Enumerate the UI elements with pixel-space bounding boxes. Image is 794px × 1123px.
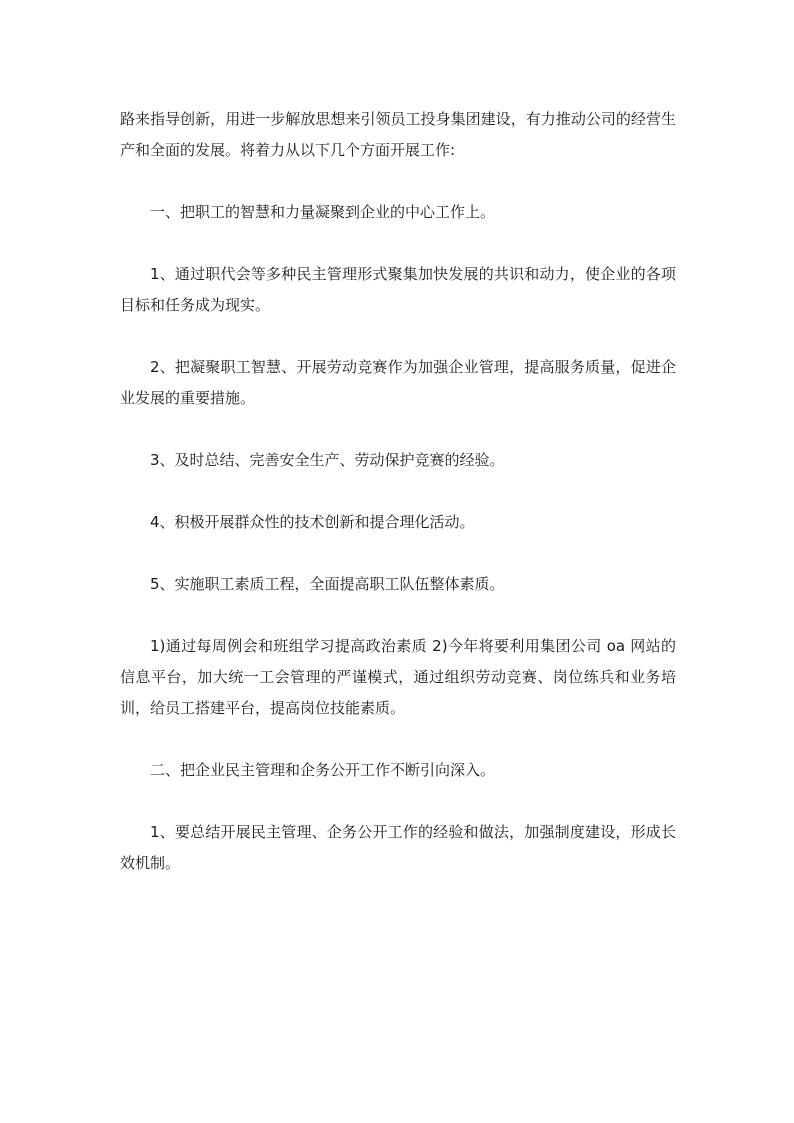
paragraph-section-two-item-1: 1、要总结开展民主管理、企务公开工作的经验和做法，加强制度建设，形成长效机制。 — [120, 823, 676, 872]
heading-section-two: 二、把企业民主管理和企务公开工作不断引向深入。 — [150, 761, 496, 779]
paragraph-subitems: 1)通过每周例会和班组学习提高政治素质 2)今年将要利用集团公司 oa 网站的信息平台，加大统一工会管理的严谨模式，通过组织劳动竞赛、岗位练兵和业务培训，给员工搭建平台，提高岗位技能素质。 — [120, 637, 676, 717]
paragraph-intro: 路来指导创新，用进一步解放思想来引领员工投身集团建设，有力推动公司的经营生产和全面的发展。将着力从以下几个方面开展工作: — [120, 110, 676, 159]
paragraph-item-4: 4、积极开展群众性的技术创新和提合理化活动。 — [150, 513, 475, 531]
paragraph-item-3: 3、及时总结、完善安全生产、劳动保护竞赛的经验。 — [150, 451, 505, 469]
paragraph-item-2: 2、把凝聚职工智慧、开展劳动竞赛作为加强企业管理，提高服务质量，促进企业发展的重要措施。 — [120, 358, 676, 407]
heading-section-one: 一、把职工的智慧和力量凝聚到企业的中心工作上。 — [150, 203, 496, 221]
document-body — [120, 104, 676, 910]
paragraph-item-1: 1、通过职代会等多种民主管理形式聚集加快发展的共识和动力，使企业的各项目标和任务成为现实。 — [120, 265, 676, 314]
paragraph-item-5: 5、实施职工素质工程，全面提高职工队伍整体素质。 — [150, 575, 505, 593]
